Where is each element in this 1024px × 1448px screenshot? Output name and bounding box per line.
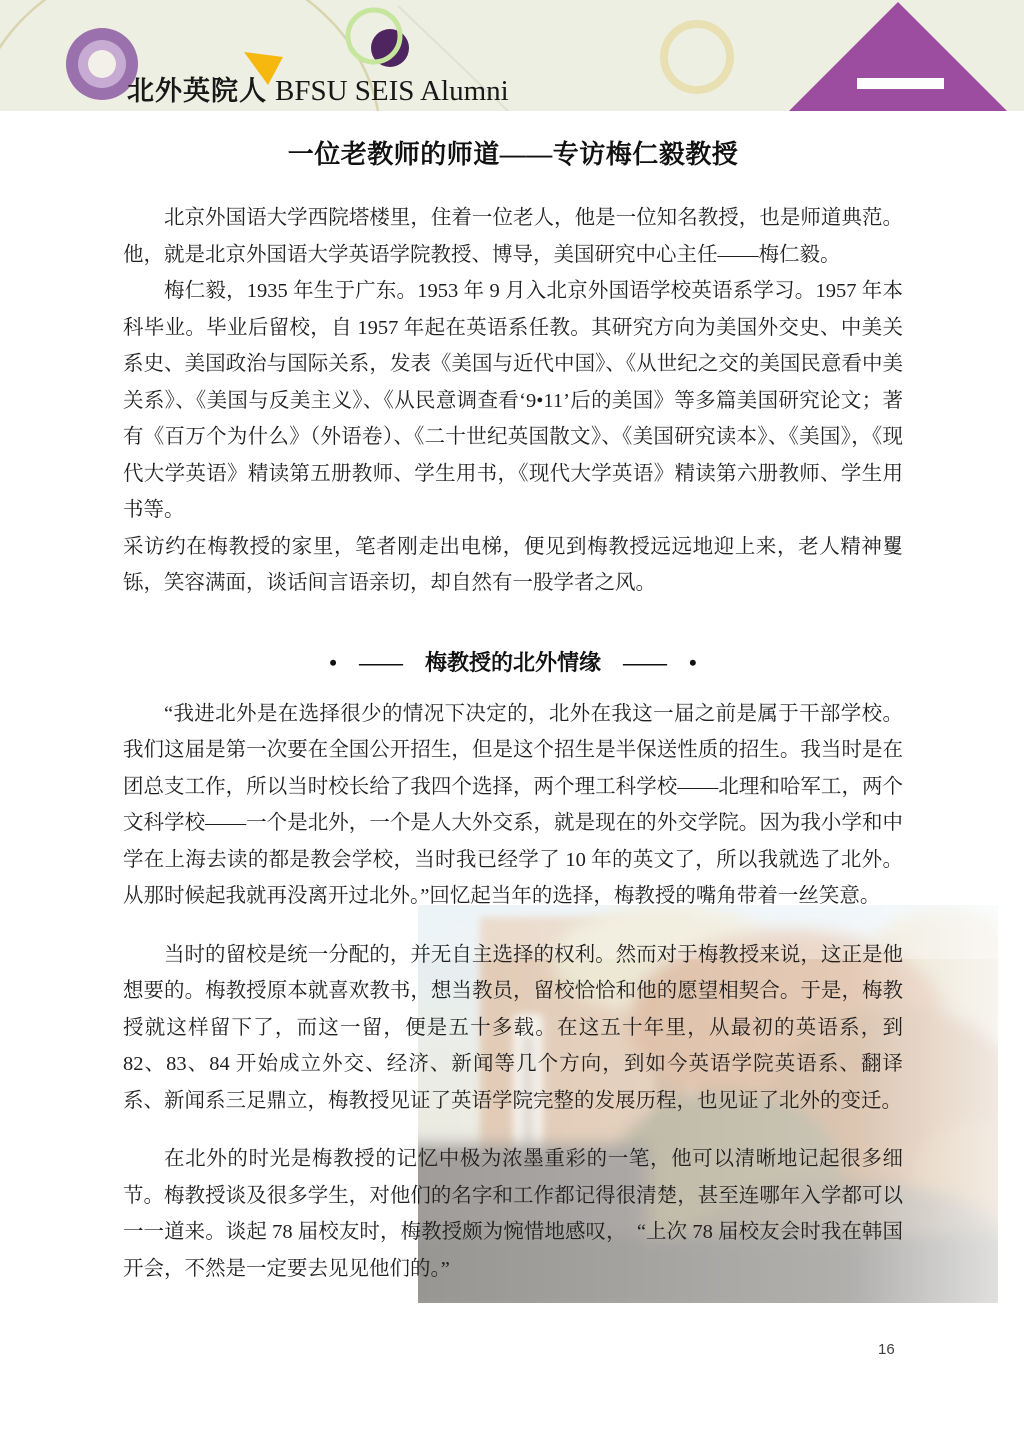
beige-ring-icon	[664, 24, 730, 90]
paragraph-intro-3: 采访约在梅教授的家里，笔者刚走出电梯，便见到梅教授远远地迎上来，老人精神矍铄，笑容满面，谈话间言语亲切，却自然有一股学者之风。	[123, 535, 903, 594]
article-title: 一位老教师的师道——专访梅仁毅教授	[287, 140, 739, 169]
paragraph-section-2: 当时的留校是统一分配的，并无自主选择的权利。然而对于梅教授来说，这正是他想要的。梅教授原本就喜欢教书，想当教员，留校恰恰和他的愿望相契合。于是，梅教授就这样留下了，而这一留，便是五十多载。在这五十年里，从最初的英语系，到 82、83、84 开始成立外交、经济、新闻等几个方向，到如今英语学院英语系、翻译系、新闻系三足鼎立，梅教授见证了英语学院完整的发展历程，也见证了北外的变迁。	[123, 943, 903, 1112]
logo-text-english: BFSU SEIS Alumni	[275, 75, 509, 107]
section-heading: • —— 梅教授的北外情缘 —— •	[329, 649, 697, 675]
triangle-white-bar-icon	[857, 78, 944, 89]
paragraph-intro-1: 北京外国语大学西院塔楼里，住着一位老人，他是一位知名教授，也是师道典范。他，就是北京外国语大学英语学院教授、博导，美国研究中心主任——梅仁毅。	[123, 207, 903, 266]
donut-hole-icon	[88, 50, 116, 78]
header-band	[0, 0, 1024, 111]
article	[123, 138, 903, 1287]
purple-triangle-icon	[789, 2, 1007, 111]
newsletter-logo	[127, 74, 509, 113]
logo-text-chinese: 北外英院人	[127, 76, 267, 106]
paragraph-section-1: “我进北外是在选择很少的情况下决定的，北外在我这一届之前是属于干部学校。我们这届是第一次要在全国公开招生，但是这个招生是半保送性质的招生。我当时是在团总支工作，所以当时校长给了我四个选择，两个理工科学校——北理和哈军工，两个文科学校——一个是北外，一个是人大外交系，就是现在的外交学院。因为我小学和中学在上海去读的都是教会学校，当时我已经学了 10 年的英文了，所以我就选了北外。从那时候起我就再没离开过北外。”回忆起当年的选择，梅教授的嘴角带着一丝笑意。	[123, 702, 903, 907]
paragraph-intro-2: 梅仁毅，1935 年生于广东。1953 年 9 月入北京外国语学校英语系学习。1957 年本科毕业。毕业后留校，自 1957 年起在英语系任教。其研究方向为美国外交史、中美关系史、美国政治与国际关系，发表《美国与近代中国》、《从世纪之交的美国民意看中美关系》、《美国与反美主义》、《从民意调查看‘9•11’后的美国》等多篇美国研究论文；著有《百万个为什么》（外语卷）、《二十世纪英国散文》、《美国研究读本》、《美国》，《现代大学英语》精读第五册教师、学生用书，《现代大学英语》精读第六册教师、学生用书等。	[123, 280, 903, 521]
page-number: 16	[878, 1341, 895, 1358]
paragraph-section-3: 在北外的时光是梅教授的记忆中极为浓墨重彩的一笔，他可以清晰地记起很多细节。梅教授谈及很多学生，对他们的名字和工作都记得很清楚，甚至连哪年入学都可以一一道来。谈起 78 届校友时，梅教授颇为惋惜地感叹， “上次 78 届校友会时我在韩国开会，不然是一定要去见见他们的。”	[123, 1148, 903, 1280]
